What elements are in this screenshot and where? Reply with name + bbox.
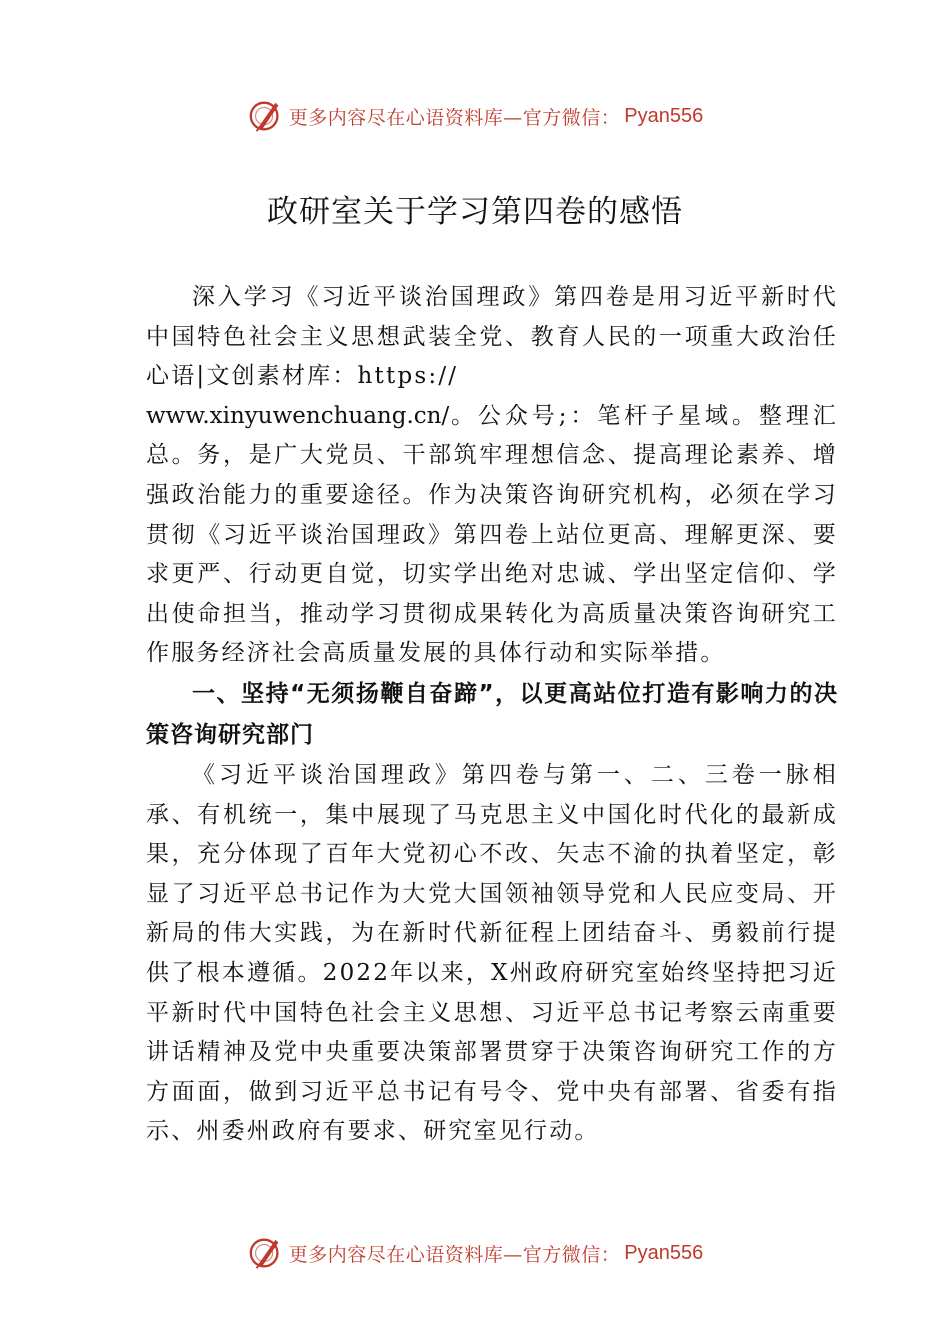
paragraph-intro-part1: 深入学习《习近平谈治国理政》第四卷是用习近平新时代中国特色社会主义思想武装全党、教育人民的一项重大政治任心语|文创素材库：https:// <box>146 284 838 390</box>
paragraph-section-1: 《习近平谈治国理政》第四卷与第一、二、三卷一脉相承、有机统一，集中展现了马克思主义中国化时代化的最新成果，充分体现了百年大党初心不改、矢志不渝的执着坚定，彰显了习近平总书记作为大党大国领袖领导党和人民应变局、开新局的伟大实践，为在新时代新征程上团结奋斗、勇毅前行提供了根本遵循。2022年以来，X州政府研究室始终坚持把习近平新时代中国特色社会主义思想、习近平总书记考察云南重要讲话精神及党中央重要决策部署贯穿于决策咨询研究工作的方方面面，做到习近平总书记有号令、党中央有部署、省委有指示、州委州政府有要求、研究室见行动。 <box>146 761 838 1145</box>
quill-pen-logo-icon <box>247 1234 285 1272</box>
source-url: www.xinyuwenchuang.cn/ <box>146 402 450 429</box>
document-body <box>146 278 838 1152</box>
banner-text: 更多内容尽在心语资料库—官方微信： <box>288 106 621 129</box>
paragraph-intro <box>146 278 838 674</box>
header-banner <box>0 96 950 136</box>
document-title: 政研室关于学习第四卷的感悟 <box>267 194 683 230</box>
banner-text: 更多内容尽在心语资料库—官方微信： <box>288 1243 621 1266</box>
footer-banner <box>0 1233 950 1273</box>
paragraph-intro-part2: 。公众号;：笔杆子星域。整理汇总。务，是广大党员、干部筑牢理想信念、提高理论素养、增强政治能力的重要途径。作为决策咨询研究机构，必须在学习贯彻《习近平谈治国理政》第四卷上站位更高、理解更深、要求更严、行动更自觉，切实学出绝对忠诚、学出坚定信仰、学出使命担当，推动学习贯彻成果转化为高质量决策咨询研究工作服务经济社会高质量发展的具体行动和实际举措。 <box>146 402 838 667</box>
quill-pen-logo-icon <box>247 97 285 135</box>
section-heading-1: 一、坚持“无须扬鞭自奋蹄”，以更高站位打造有影响力的决策咨询研究部门 <box>146 680 838 748</box>
wechat-handle: Pyan556 <box>624 104 704 127</box>
wechat-handle: Pyan556 <box>624 1241 704 1264</box>
